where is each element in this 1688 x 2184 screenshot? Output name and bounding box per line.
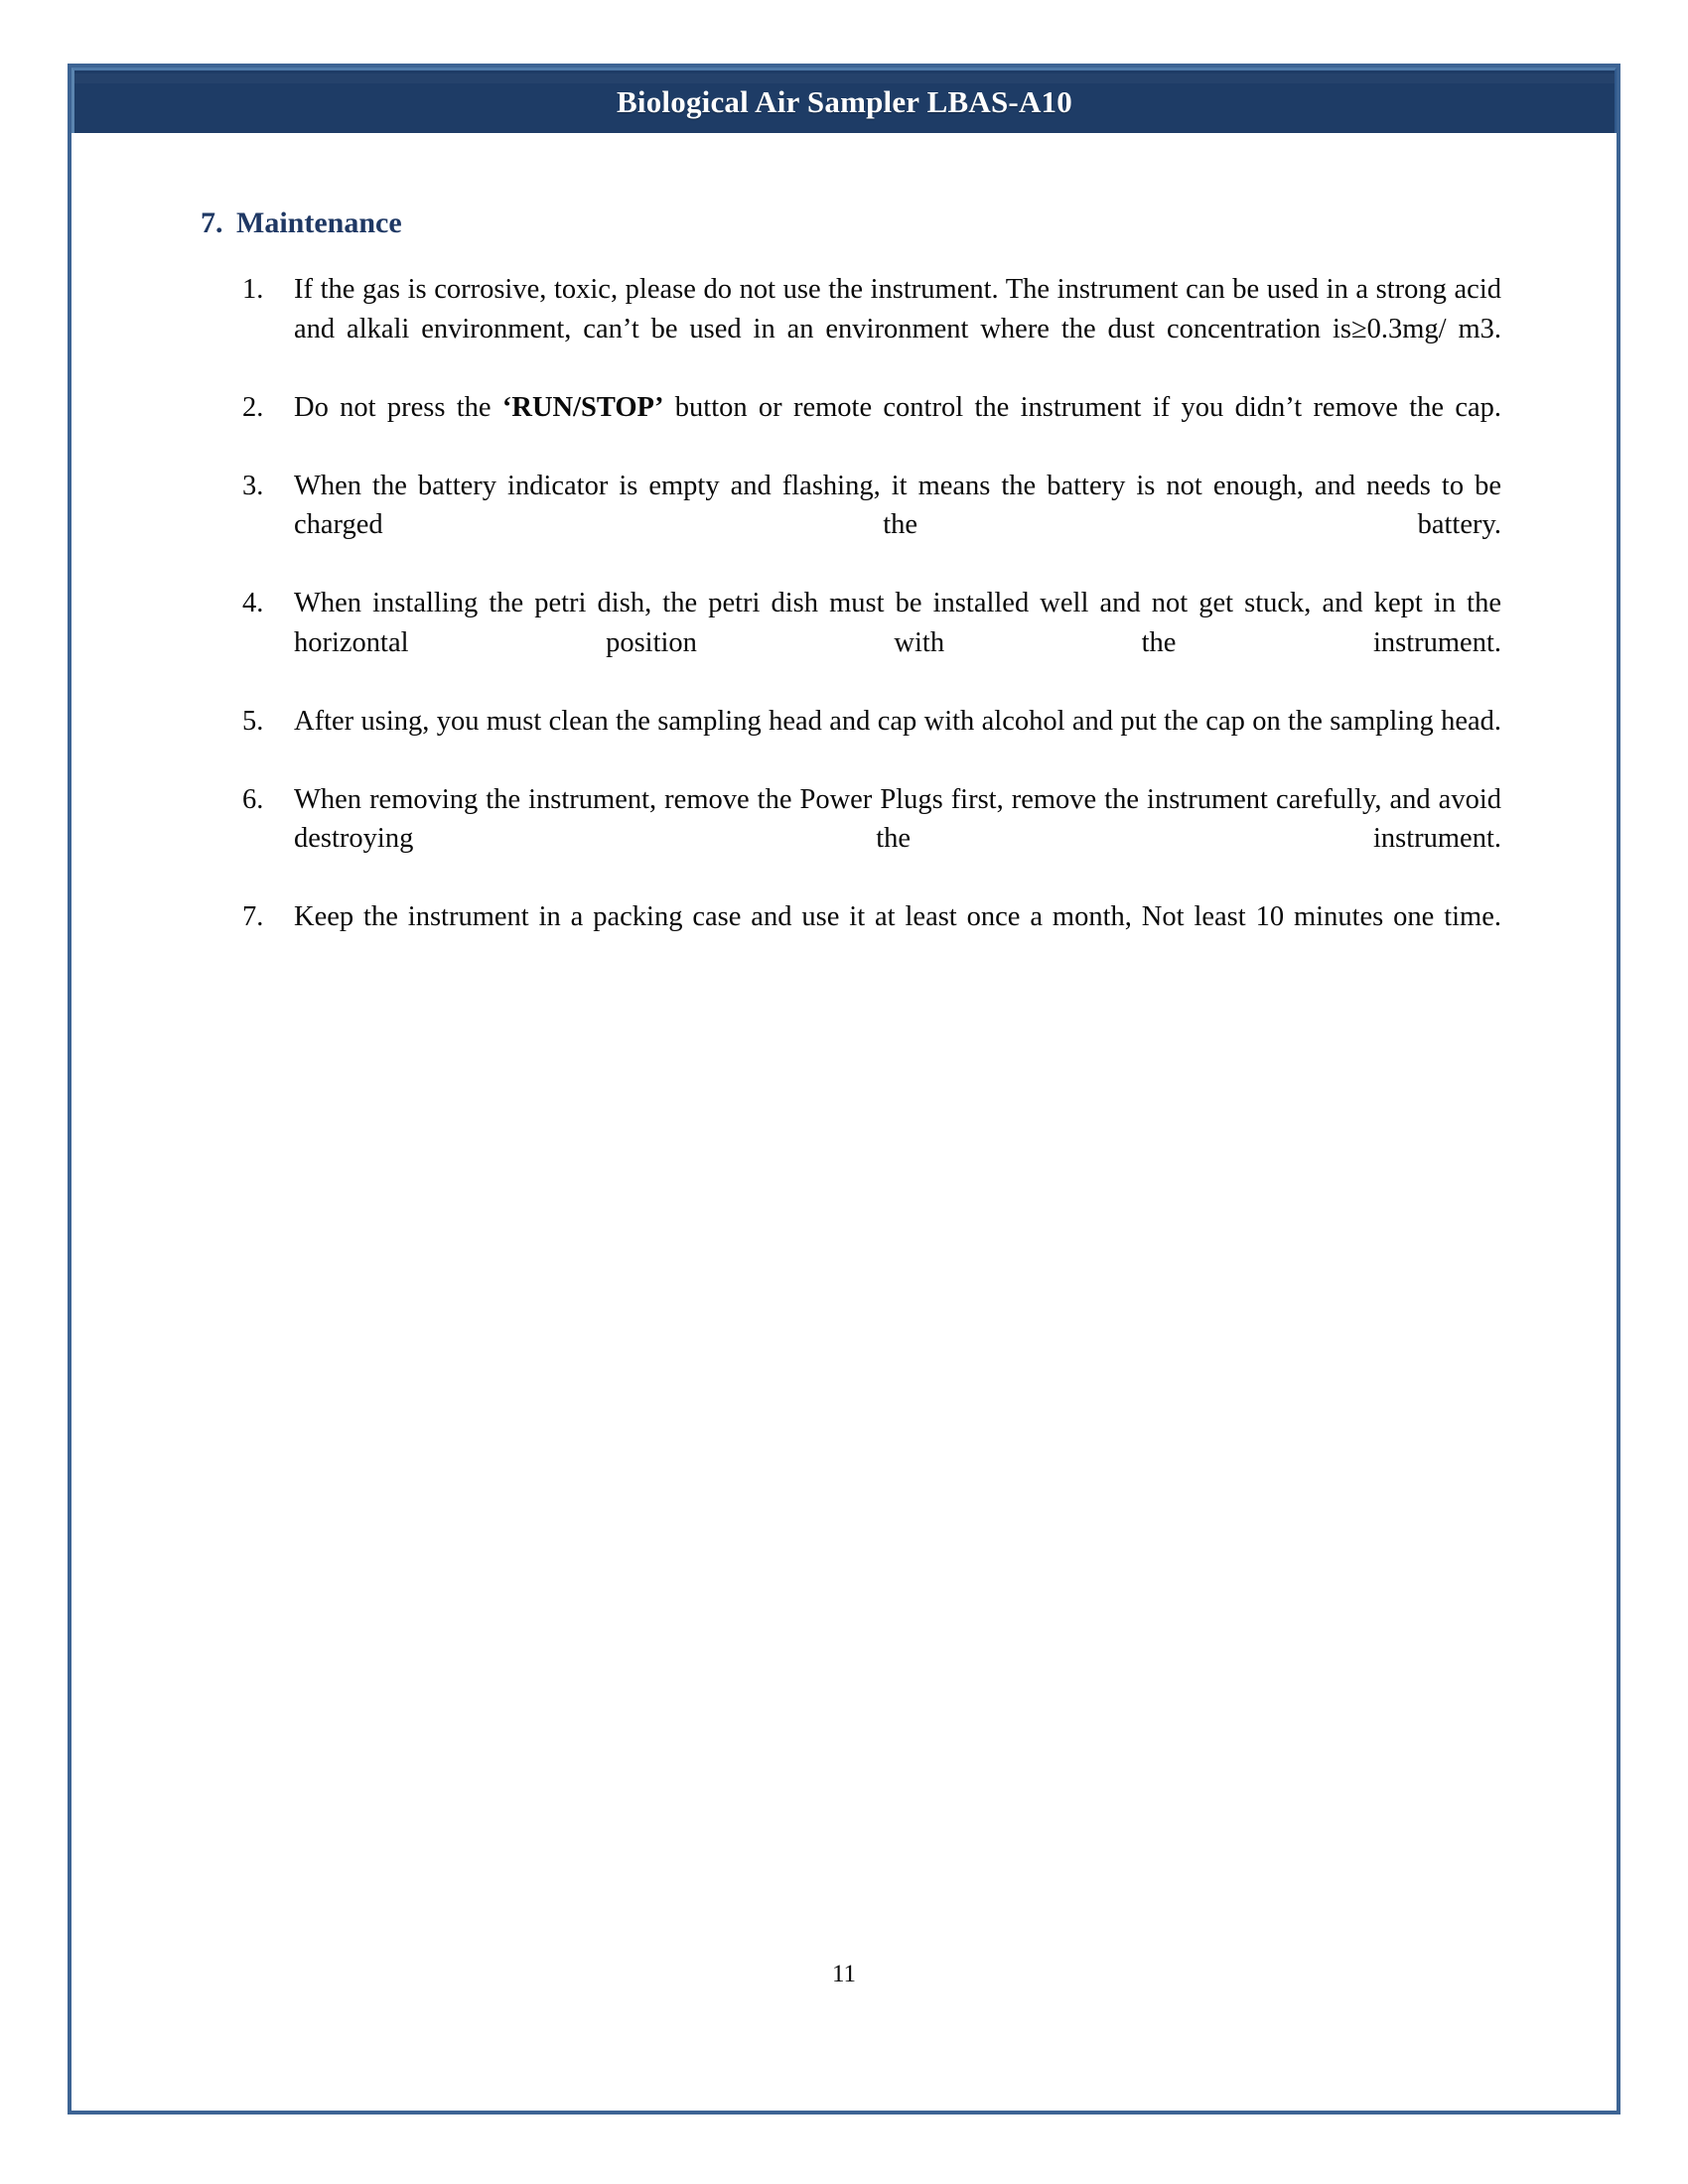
list-item bbox=[242, 897, 1501, 976]
list-item bbox=[242, 270, 1501, 388]
list-item-text: When installing the petri dish, the petri dish must be installed well and not get stuck, and kept in the horizontal position with the instrument. bbox=[294, 588, 1501, 658]
list-item-text: When removing the instrument, remove the Power Plugs first, remove the instrument carefully, and avoid destroying the instrument. bbox=[294, 783, 1501, 854]
page-frame bbox=[68, 64, 1620, 2115]
list-item-marker: 4. bbox=[242, 588, 264, 618]
page-number: 11 bbox=[831, 1961, 857, 1987]
list-item-text: If the gas is corrosive, toxic, please do not use the instrument. The instrument can be used in a strong acid and alkali environment, can’t be used in an environment where the dust concentration is≥0.3mg/ m3. bbox=[294, 274, 1501, 344]
list-item-marker: 3. bbox=[242, 470, 264, 501]
list-item-text bbox=[294, 388, 1501, 467]
list-item bbox=[242, 467, 1501, 585]
list-item bbox=[242, 388, 1501, 467]
document-header-banner bbox=[71, 68, 1617, 133]
section-heading bbox=[201, 206, 402, 240]
page-content bbox=[71, 133, 1617, 2111]
run-stop-button-label: ‘RUN/STOP’ bbox=[501, 391, 664, 423]
list-item-text: When the battery indicator is empty and flashing, it means the battery is not enough, and needs to be charged the battery. bbox=[294, 470, 1501, 540]
list-item-marker: 6. bbox=[242, 783, 264, 815]
list-item-text: After using, you must clean the sampling head and cap with alcohol and put the cap on the sampling head. bbox=[294, 705, 1501, 737]
list-item-text-before: Do not press the bbox=[294, 391, 502, 423]
section-number: 7. bbox=[201, 206, 223, 239]
document-title: Biological Air Sampler LBAS-A10 bbox=[617, 83, 1072, 119]
list-item-marker: 2. bbox=[242, 391, 264, 423]
maintenance-list bbox=[242, 270, 1501, 976]
list-item-marker: 1. bbox=[242, 274, 264, 305]
list-item-text-after: button or remote control the instrument if you didn’t remove the cap. bbox=[663, 391, 1502, 423]
list-item-text: Keep the instrument in a packing case and use it at least once a month, Not least 10 minutes one time. bbox=[294, 901, 1501, 932]
list-item-marker: 7. bbox=[242, 901, 264, 932]
list-item bbox=[242, 584, 1501, 702]
section-title: Maintenance bbox=[236, 206, 402, 239]
list-item bbox=[242, 780, 1501, 898]
list-item-marker: 5. bbox=[242, 705, 264, 737]
list-item bbox=[242, 702, 1501, 780]
